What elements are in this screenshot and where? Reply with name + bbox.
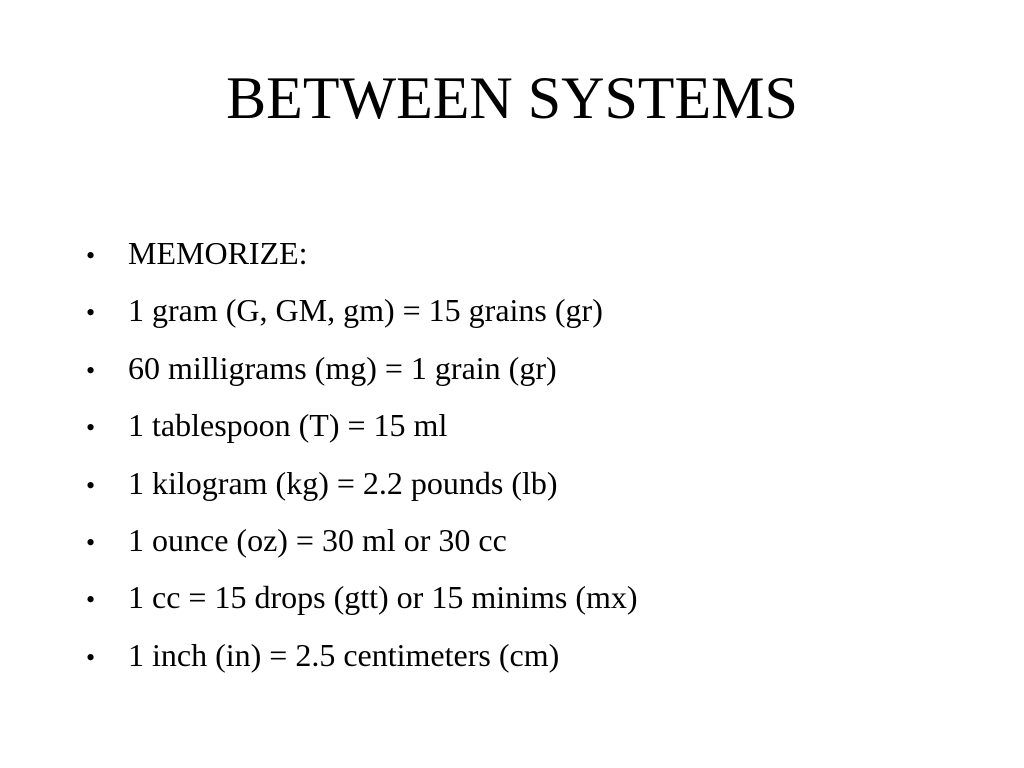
list-item [84,225,984,282]
bullet-icon: • [86,413,96,443]
list-item-text: 1 kilogram (kg) = 2.2 pounds (lb) [128,464,558,501]
list-item-text: 1 gram (G, GM, gm) = 15 grains (gr) [128,292,603,329]
bullet-icon: • [86,298,96,328]
list-item [84,282,984,339]
list-item-text: MEMORIZE: [128,235,308,271]
list-item [84,512,984,569]
list-item [84,455,984,512]
list-item [84,397,984,454]
list-item-text: 1 ounce (oz) = 30 ml or 30 cc [128,521,507,558]
bullet-icon: • [86,585,96,615]
list-item-text: 1 cc = 15 drops (gtt) or 15 minims (mx) [128,579,638,616]
bullet-icon: • [86,527,96,557]
list-item [84,627,984,684]
list-item-text: 60 milligrams (mg) = 1 grain (gr) [128,349,557,386]
bullet-icon: • [86,241,96,270]
bullet-icon: • [86,642,96,672]
list-item-text: 1 tablespoon (T) = 15 ml [128,407,448,444]
list-item-text: 1 inch (in) = 2.5 centimeters (cm) [128,636,560,673]
list-item [84,569,984,626]
bullet-list [84,225,984,684]
list-item [84,340,984,397]
slide-title: BETWEEN SYSTEMS [226,65,798,131]
bullet-icon: • [86,470,96,500]
bullet-icon: • [86,355,96,385]
